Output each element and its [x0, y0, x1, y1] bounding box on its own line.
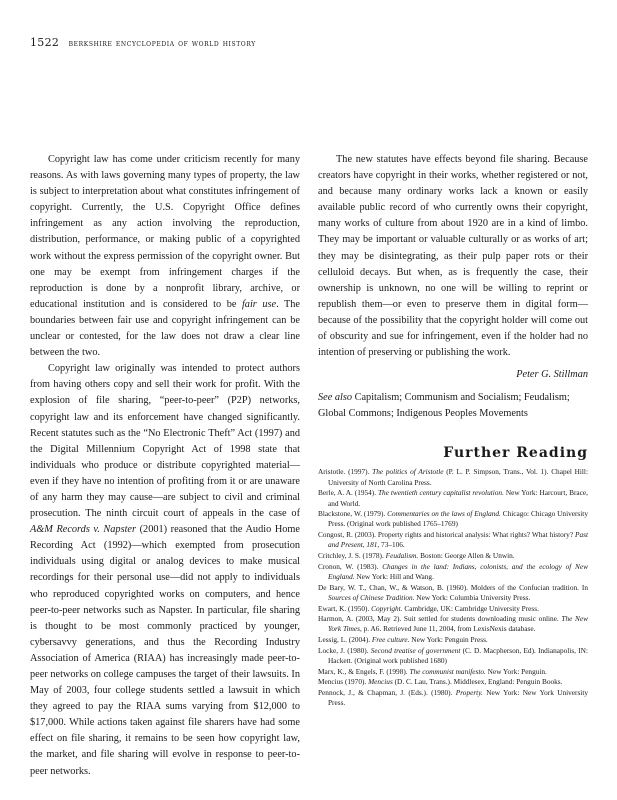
reference-item: Aristotle. (1997). The politics of Aristotle (P. L. P. Simpson, Trans., Vol. 1). Chapel Hill: University of North Carolina Press.	[318, 467, 588, 487]
running-head	[30, 36, 256, 49]
reference-item: Lessig, L. (2004). Free culture. New York: Penguin Press.	[318, 635, 488, 645]
reference-item: Critchley, J. S. (1978). Feudalism. Boston: George Allen & Unwin.	[318, 551, 515, 561]
see-also	[318, 390, 588, 422]
see-also-list: Capitalism; Communism and Socialism; Feudalism; Global Commons; Indigenous Peoples Movements	[318, 392, 570, 420]
reference-item: Locke, J. (1980). Second treatise of government (C. D. Macpherson, Ed). Indianapolis, IN: Hackett. (Original work published 1680)	[318, 645, 588, 666]
reference-item: Berle, A. A. (1954). The twentieth century capitalist revolution. New York: Harcourt, Brace, and World.	[318, 488, 588, 508]
reference-item: De Bary, W. T., Chan, W., & Watson, B. (1960). Molders of the Confucian tradition. In Sources of Chinese Tradition. New York: Columbia University Press.	[318, 582, 588, 602]
left-column	[30, 152, 300, 780]
right-column	[318, 152, 588, 709]
page-number: 1522	[30, 36, 60, 49]
reference-item: Congost, R. (2003). Property rights and historical analysis: What rights? What history? Past and Present, 181, 73–106.	[318, 530, 588, 550]
author-byline: Peter G. Stillman	[516, 369, 588, 381]
reference-item: Cronon, W. (1983). Changes in the land: Indians, colonists, and the ecology of New England. New York: Hill and Wang.	[318, 561, 588, 581]
body-paragraph: The new statutes have effects beyond file sharing. Because creators have copyright in their works, whether registered or not, and because many ordinary works lack a known or easily available public record of who currently owns their copyright, many works of culture from about 1920 are in a kind of limbo. They may be important or valuable culturally or as works of art; they may be disintegrating, as their pulp paper rots or their celluloid decays. But when, as is frequently the case, their ownership is unknown, no one will be willing to reprint or republish them—or even to preserve them in digital form—because of the possibility that the copyright holder will come out of obscurity and sue for infringement, even if the holder had no intention of preserving or publishing the work.	[318, 154, 588, 359]
reference-list	[318, 467, 588, 708]
body-paragraph: Copyright law has come under criticism recently for many reasons. As with laws governing many types of property, the law is subject to interpretation about what constitutes infringement of copyright. Currently, the U.S. Copyright Office defines infringement as any action involving the reproduction, distribution, performance, or making public of a copyrighted work without the express permission of the copyright owner. But one may be exempt from infringement charges if the reproduction is done by a nonprofit library, archive, or educational institution and is considered to be fair use. The boundaries between fair use and copyright infringement can be unclear or contested, for the law does not draw a clear line between the two.	[30, 154, 300, 359]
further-reading-heading: Further Reading	[443, 445, 588, 462]
reference-item: Ewart, K. (1950). Copyright. Cambridge, UK: Cambridge University Press.	[318, 603, 539, 613]
reference-item: Mencius (1970). Mencius (D. C. Lau, Trans.). Middlesex, England: Penguin Books.	[318, 677, 563, 687]
reference-item: Pennock, J., & Chapman, J. (Eds.). (1980). Property. New York: New York University Press.	[318, 688, 588, 708]
book-title: berkshire encyclopedia of world history	[68, 39, 256, 49]
body-paragraph: Copyright law originally was intended to protect authors from having others copy and sell their work for profit. With the explosion of file sharing, “peer-to-peer” (P2P) networks, copyright law and its enforcement have changed significantly. Recent statutes such as the “No Electronic Theft” Act (1997) and the Digital Millennium Copyright Act of 1998 state that individuals who produce or distribute copyrighted material—even if they have no intention of profiting from it or are unaware of any harm they may cause—are subject to civil and criminal prosecution. The ninth circuit court of appeals in the case of A&M Records v. Napster (2001) reasoned that the Audio Home Recording Act (1992)—which exempted from prosecution individuals using digital or analog devices to make musical recordings for their personal use—did not apply to individuals who reproduced copyrighted works on computers, and hence peer-to-peer networks such as Napster. In particular, file sharing is thought to be most commonly practiced by younger, cybersavvy generations, and thus the Recording Industry Association of America (RIAA) has increasingly made peer-to-peer networks on college campuses the target of their lawsuits. In May of 2003, four college students settled a lawsuit in which they agreed to pay the RIAA sums varying from $12,000 to $17,000. While actions taken against file sharers have had some effect on file sharing, it remains to be seen how copyright law, the market, and file sharing will evolve in response to peer-to-peer networks.	[30, 363, 300, 777]
reference-item: Blackstone, W. (1979). Commentaries on the laws of England. Chicago: Chicago University Press. (Original work published 1765–1769)	[318, 509, 588, 529]
reference-item: Harmon, A. (2003, May 2). Suit settled for students downloading music online. The New York Times, p. A6. Retrieved June 11, 2004, from LexisNexis database.	[318, 614, 588, 634]
see-also-label: See also	[318, 392, 353, 404]
reference-item: Marx, K., & Engels, F. (1998). The communist manifesto. New York: Penguin.	[318, 666, 547, 676]
